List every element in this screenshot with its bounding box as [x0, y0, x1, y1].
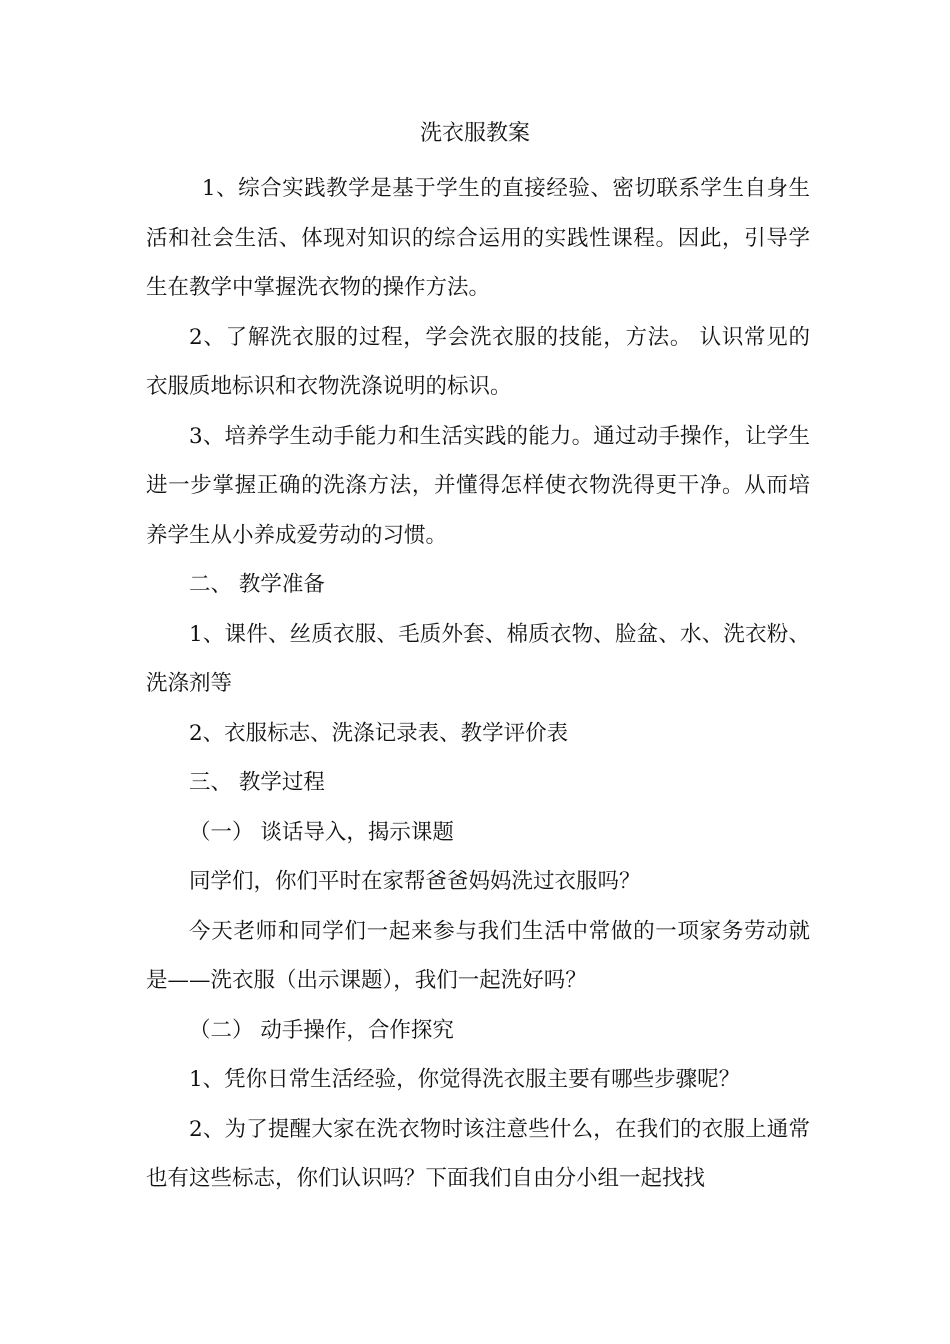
- paragraph-intro-question: 同学们，你们平时在家帮爸爸妈妈洗过衣服吗？: [189, 869, 641, 894]
- document-body: [146, 164, 810, 1204]
- paragraph-preparation-2: 2、衣服标志、洗涤记录表、教学评价表: [189, 720, 569, 746]
- paragraph-practice-2: 2、为了提醒大家在洗衣物时该注意些什么，在我们的衣服上通常也有这些标志，你们认识吗？下面我们自由分小组一起找找: [146, 1116, 810, 1191]
- subsection-heading-practice: （二） 动手操作，合作探究: [189, 1017, 454, 1043]
- paragraph-objective-2: 2、了解洗衣服的过程，学会洗衣服的技能，方法。 认识常见的衣服质地标识和衣物洗涤说明的标识。: [146, 324, 810, 399]
- document-title: 洗衣服教案: [419, 121, 530, 146]
- paragraph-objective-1: 1、综合实践教学是基于学生的直接经验、密切联系学生自身生活和社会生活、体现对知识的综合运用的实践性课程。因此，引导学生在教学中掌握洗衣物的操作方法。: [146, 176, 810, 300]
- paragraph-objective-3: 3、培养学生动手能力和生活实践的能力。通过动手操作，让学生进一步掌握正确的洗涤方法，并懂得怎样使衣物洗得更干净。从而培养学生从小养成爱劳动的习惯。: [146, 423, 810, 548]
- paragraph-preparation-1: 1、课件、丝质衣服、毛质外套、棉质衣物、脸盆、水、洗衣粉、洗涤剂等: [146, 621, 810, 696]
- section-heading-preparation: 二、 教学准备: [189, 572, 325, 597]
- subsection-heading-intro: （一） 谈话导入，揭示课题: [189, 819, 454, 845]
- paragraph-intro-topic: 今天老师和同学们一起来参与我们生活中常做的一项家务劳动就是——洗衣服（出示课题），我们一起洗好吗？: [146, 918, 810, 993]
- section-heading-process: 三、 教学过程: [189, 770, 325, 795]
- paragraph-practice-1: 1、凭你日常生活经验，你觉得洗衣服主要有哪些步骤呢？: [189, 1067, 741, 1092]
